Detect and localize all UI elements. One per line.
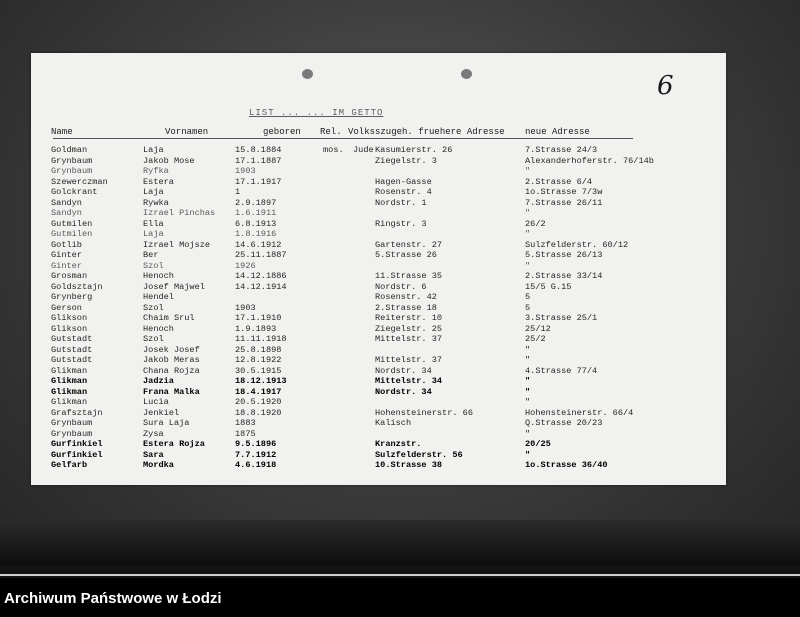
- cell-name: Glikson: [51, 313, 88, 323]
- cell-first: Izrael Mojsze: [143, 239, 211, 250]
- header-new-address: neue Adresse: [525, 127, 590, 137]
- cell-new: ": [525, 397, 531, 407]
- cell-first: Ella: [143, 218, 164, 229]
- cell-name: Glikman: [51, 386, 88, 397]
- cell-new: 1o.Strasse 7/3w: [525, 187, 603, 197]
- cell-old: Nordstr. 34: [375, 365, 432, 376]
- cell-first: Izrael Pinchas: [143, 208, 216, 218]
- cell-new: ": [525, 449, 531, 460]
- cell-old: Kalisch: [375, 418, 412, 428]
- cell-first: Frana Malka: [143, 386, 200, 397]
- cell-old: Mittelstr. 34: [375, 376, 443, 386]
- header-religion: Rel.: [320, 127, 342, 137]
- cell-old: Mittelstr. 37: [375, 334, 443, 344]
- cell-name: Gerson: [51, 302, 82, 313]
- cell-new: ": [525, 428, 531, 439]
- cell-name: Goldman: [51, 145, 88, 155]
- cell-first: Laja: [143, 229, 164, 239]
- cell-first: Zysa: [143, 428, 164, 439]
- cell-new: 2.Strasse 6/4: [525, 176, 593, 187]
- table-row: [31, 145, 726, 156]
- cell-name: Gelfarb: [51, 460, 88, 470]
- table-row: [31, 355, 726, 366]
- cell-born: 18.4.1917: [235, 386, 282, 397]
- cell-old: Nordstr. 1: [375, 197, 427, 208]
- table-row: [31, 198, 726, 209]
- table-row: [31, 366, 726, 377]
- cell-first: Mordka: [143, 460, 174, 470]
- cell-new: ": [525, 376, 531, 386]
- cell-old: Nordstr. 34: [375, 386, 432, 397]
- table-row: [31, 292, 726, 303]
- cell-new: Q.Strasse 20/23: [525, 418, 603, 428]
- cell-name: Golckrant: [51, 187, 98, 197]
- cell-first: Laja: [143, 145, 164, 155]
- cell-new: 20/25: [525, 439, 551, 449]
- cell-name: Sandyn: [51, 197, 82, 208]
- cell-new: 4.Strasse 77/4: [525, 365, 598, 376]
- cell-first: Szol: [143, 302, 164, 313]
- cell-old: Reiterstr. 10: [375, 313, 443, 323]
- cell-born: 1875: [235, 428, 256, 439]
- scan-shadow: [0, 520, 800, 565]
- cell-born: 18.8.1920: [235, 407, 282, 418]
- cell-name: Gutstadt: [51, 344, 93, 355]
- footer-divider: [0, 574, 800, 576]
- cell-born: 17.1.1887: [235, 155, 282, 166]
- punch-hole: [461, 69, 472, 79]
- table-row: [31, 387, 726, 398]
- table-row: [31, 324, 726, 335]
- cell-name: Grosman: [51, 271, 88, 281]
- cell-born: 6.8.1913: [235, 218, 277, 229]
- cell-old: Mittelstr. 37: [375, 355, 443, 365]
- cell-name: Grynbaum: [51, 155, 93, 166]
- cell-name: Sandyn: [51, 208, 82, 218]
- cell-born: 17.1.1910: [235, 313, 282, 323]
- cell-new: ": [525, 355, 531, 365]
- cell-born: 1903: [235, 166, 256, 176]
- table-row: [31, 408, 726, 419]
- cell-new: ": [525, 344, 531, 355]
- table-row: [31, 219, 726, 230]
- cell-born: 1883: [235, 418, 256, 428]
- cell-born: 11.11.1918: [235, 334, 287, 344]
- cell-new: Hohensteinerstr. 66/4: [525, 407, 634, 418]
- cell-born: 2.9.1897: [235, 197, 277, 208]
- cell-name: Gurfinkiel: [51, 439, 103, 449]
- cell-born: 25.8.1898: [235, 344, 282, 355]
- cell-born: 1: [235, 187, 241, 197]
- table-row: [31, 429, 726, 440]
- cell-name: Grafsztajn: [51, 407, 103, 418]
- cell-first: Jakob Meras: [143, 355, 200, 365]
- cell-old: Ringstr. 3: [375, 218, 427, 229]
- cell-new: ": [525, 229, 531, 239]
- table-row: [31, 418, 726, 429]
- cell-name: Szewerczman: [51, 176, 108, 187]
- cell-born: 1926: [235, 260, 256, 271]
- cell-new: 2.Strasse 33/14: [525, 271, 603, 281]
- cell-born: 17.1.1917: [235, 176, 282, 187]
- cell-first: Sura Laja: [143, 418, 190, 428]
- cell-born: 14.12.1914: [235, 281, 287, 292]
- cell-born: 14.6.1912: [235, 239, 282, 250]
- cell-old: Nordstr. 6: [375, 281, 427, 292]
- header-old-address: Volksszugeh. fruehere Adresse: [348, 127, 505, 137]
- cell-first: Sara: [143, 449, 164, 460]
- cell-old: Ziegelstr. 25: [375, 323, 443, 334]
- table-row: [31, 439, 726, 450]
- cell-born: 20.5.1920: [235, 397, 282, 407]
- archive-name: Archiwum Państwowe w Łodzi: [4, 590, 222, 607]
- cell-old: 5.Strasse 26: [375, 250, 437, 260]
- cell-born: 30.5.1915: [235, 365, 282, 376]
- cell-first: Josek Josef: [143, 344, 200, 355]
- table-row: [31, 345, 726, 356]
- table-row: [31, 187, 726, 198]
- table-row: [31, 177, 726, 188]
- cell-mark: Jude: [353, 145, 374, 155]
- cell-name: Gotlib: [51, 239, 82, 250]
- cell-name: Grynberg: [51, 292, 93, 302]
- cell-name: Ginter: [51, 260, 82, 271]
- table-row: [31, 450, 726, 461]
- cell-first: Hendel: [143, 292, 174, 302]
- cell-first: Chaim Srul: [143, 313, 195, 323]
- cell-old: 11.Strasse 35: [375, 271, 443, 281]
- cell-born: 1.9.1893: [235, 323, 277, 334]
- page-number: 6: [657, 71, 674, 101]
- cell-new: 15/5 G.15: [525, 281, 572, 292]
- cell-name: Ginter: [51, 250, 82, 260]
- table-row: [31, 271, 726, 282]
- cell-born: 4.6.1918: [235, 460, 277, 470]
- cell-new: 5: [525, 292, 531, 302]
- table-row: [31, 261, 726, 272]
- cell-new: ": [525, 386, 531, 397]
- cell-first: Henoch: [143, 323, 174, 334]
- cell-first: Josef Majwel: [143, 281, 205, 292]
- cell-name: Gutstadt: [51, 334, 93, 344]
- table-row: [31, 250, 726, 261]
- cell-old: 2.Strasse 18: [375, 302, 437, 313]
- cell-born: 1.6.1911: [235, 208, 277, 218]
- cell-new: ": [525, 260, 531, 271]
- cell-new: 7.Strasse 24/3: [525, 145, 598, 155]
- cell-born: 12.8.1922: [235, 355, 282, 365]
- cell-new: Alexanderhoferstr. 76/14b: [525, 155, 654, 166]
- cell-new: Sulzfelderstr. 60/12: [525, 239, 629, 250]
- cell-first: Laja: [143, 187, 164, 197]
- cell-new: ": [525, 208, 531, 218]
- table-row: [31, 397, 726, 408]
- cell-old: Gartenstr. 27: [375, 239, 443, 250]
- cell-first: Lucia: [143, 397, 169, 407]
- cell-first: Rywka: [143, 197, 169, 208]
- cell-first: Ryfka: [143, 166, 169, 176]
- cell-new: ": [525, 166, 531, 176]
- punch-hole: [302, 69, 313, 79]
- header-first-name: Vornamen: [165, 127, 209, 137]
- cell-old: Kasumierstr. 26: [375, 145, 453, 155]
- cell-old: Ziegelstr. 3: [375, 155, 437, 166]
- cell-new: 1o.Strasse 36/40: [525, 460, 608, 470]
- cell-new: 5: [525, 302, 531, 313]
- header-name: Name: [51, 127, 73, 137]
- cell-first: Szol: [143, 260, 164, 271]
- cell-new: 25/2: [525, 334, 546, 344]
- cell-old: Hohensteinerstr. 66: [375, 407, 473, 418]
- cell-new: 25/12: [525, 323, 551, 334]
- document-title: LIST ... ... IM GETTO: [249, 108, 384, 118]
- cell-name: Glikman: [51, 376, 88, 386]
- table-row: [31, 334, 726, 345]
- cell-born: 1903: [235, 302, 256, 313]
- cell-old: 10.Strasse 38: [375, 460, 443, 470]
- table-row: [31, 229, 726, 240]
- cell-first: Jenkiel: [143, 407, 180, 418]
- cell-name: Gutmilen: [51, 218, 93, 229]
- cell-old: Hagen-Gasse: [375, 176, 432, 187]
- document-sheet: [31, 53, 726, 485]
- cell-name: Glikman: [51, 365, 88, 376]
- cell-name: Glikson: [51, 323, 88, 334]
- cell-name: Grynbaum: [51, 418, 93, 428]
- cell-born: 1.8.1916: [235, 229, 277, 239]
- cell-new: 26/2: [525, 218, 546, 229]
- header-underline: [53, 138, 633, 139]
- cell-name: Grynbaum: [51, 166, 93, 176]
- cell-name: Gurfinkiel: [51, 449, 103, 460]
- cell-old: Rosenstr. 42: [375, 292, 437, 302]
- cell-born: 14.12.1886: [235, 271, 287, 281]
- cell-old: Kranzstr.: [375, 439, 422, 449]
- cell-name: Glikman: [51, 397, 88, 407]
- cell-born: 18.12.1913: [235, 376, 287, 386]
- cell-name: Grynbaum: [51, 428, 93, 439]
- cell-first: Jakob Mose: [143, 155, 195, 166]
- cell-rel: mos.: [323, 145, 344, 155]
- table-row: [31, 376, 726, 387]
- cell-first: Jadzia: [143, 376, 174, 386]
- cell-new: 3.Strasse 25/1: [525, 313, 598, 323]
- cell-first: Ber: [143, 250, 159, 260]
- cell-born: 7.7.1912: [235, 449, 277, 460]
- cell-new: 5.Strasse 26/13: [525, 250, 603, 260]
- cell-first: Szol: [143, 334, 164, 344]
- table-row: [31, 208, 726, 219]
- cell-first: Estera: [143, 176, 174, 187]
- table-row: [31, 156, 726, 167]
- cell-old: Sulzfelderstr. 56: [375, 449, 463, 460]
- header-born: geboren: [263, 127, 301, 137]
- table-row: [31, 166, 726, 177]
- cell-born: 15.8.1884: [235, 145, 282, 155]
- table-row: [31, 240, 726, 251]
- cell-born: 25.11.1887: [235, 250, 287, 260]
- cell-first: Henoch: [143, 271, 174, 281]
- cell-old: Rosenstr. 4: [375, 187, 432, 197]
- cell-name: Gutstadt: [51, 355, 93, 365]
- register-table: [31, 145, 726, 471]
- table-row: [31, 460, 726, 471]
- cell-name: Goldsztajn: [51, 281, 103, 292]
- table-row: [31, 303, 726, 314]
- cell-first: Estera Rojza: [143, 439, 205, 449]
- cell-name: Gutmilen: [51, 229, 93, 239]
- cell-first: Chana Rojza: [143, 365, 200, 376]
- table-row: [31, 282, 726, 293]
- table-row: [31, 313, 726, 324]
- cell-born: 9.5.1896: [235, 439, 277, 449]
- cell-new: 7.Strasse 26/11: [525, 197, 603, 208]
